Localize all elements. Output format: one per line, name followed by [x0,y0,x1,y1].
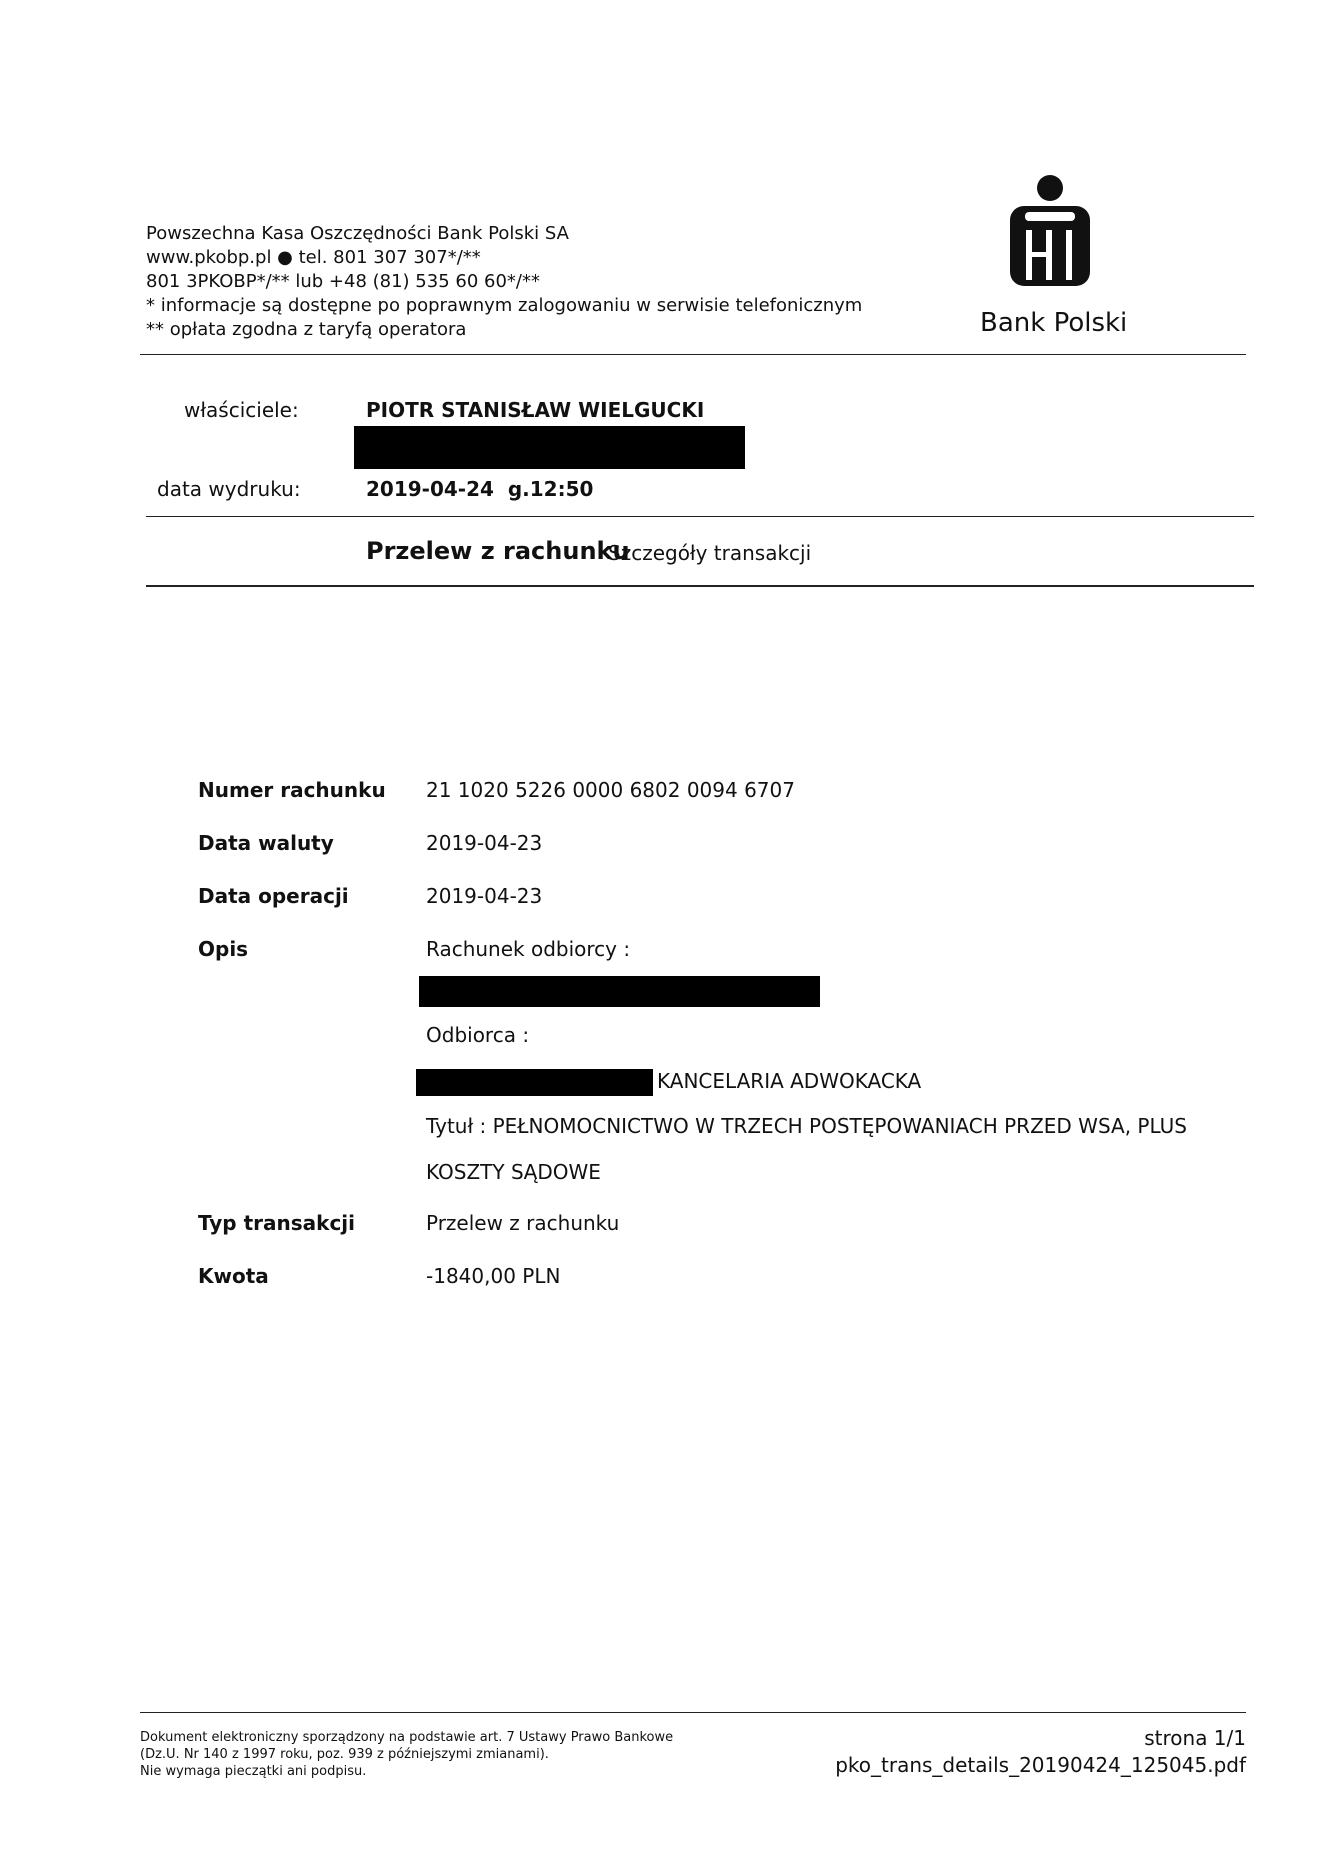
op-date-label: Data operacji [198,884,349,908]
value-date-label: Data waluty [198,831,334,855]
amount-label: Kwota [198,1264,269,1288]
legal-line: Nie wymaga pieczątki ani podpisu. [140,1764,367,1779]
redaction-block [354,426,745,469]
type-label: Typ transakcji [198,1211,356,1235]
amount-value: -1840,00 PLN [426,1264,561,1288]
account-label: Numer rachunku [198,778,386,802]
value-date-value: 2019-04-23 [426,831,543,855]
owner-value: PIOTR STANISŁAW WIELGUCKI [366,398,705,422]
legal-line: (Dz.U. Nr 140 z 1997 roku, poz. 939 z późniejszymi zmianami). [140,1747,549,1762]
redaction-block [416,1069,653,1096]
header-divider [140,354,1246,355]
desc-recipient-name: KANCELARIA ADWOKACKA [657,1069,922,1093]
legal-line: Dokument elektroniczny sporządzony na podstawie art. 7 Ustawy Prawo Bankowe [140,1730,674,1745]
print-date-value: 2019-04-24 g.12:50 [366,477,594,501]
date-divider [146,516,1254,517]
owner-label: właściciele: [184,398,299,422]
type-value: Przelew z rachunku [426,1211,620,1235]
file-name: pko_trans_details_20190424_125045.pdf [835,1753,1246,1777]
bank-phone: 801 3PKOBP*/** lub +48 (81) 535 60 60*/** [146,271,540,292]
bank-contact: www.pkobp.pl ● tel. 801 307 307*/** [146,247,481,268]
footer-legal [140,1729,673,1780]
bank-header [146,222,862,342]
redaction-block [419,976,820,1007]
print-date-label: data wydruku: [157,477,301,501]
footer-divider [140,1712,1246,1713]
section-divider [146,585,1254,587]
bank-info-note: * informacje są dostępne po poprawnym zalogowaniu w serwisie telefonicznym [146,295,863,316]
bank-name: Powszechna Kasa Oszczędności Bank Polski SA [146,223,569,244]
account-value: 21 1020 5226 0000 6802 0094 6707 [426,778,795,802]
bank-fee-note: ** opłata zgodna z taryfą operatora [146,319,467,340]
logo-text: Bank Polski [980,308,1128,338]
desc-title-line1: Tytuł : PEŁNOMOCNICTWO W TRZECH POSTĘPOWANIACH PRZED WSA, PLUS [426,1114,1187,1138]
desc-label: Opis [198,937,249,961]
op-date-value: 2019-04-23 [426,884,543,908]
desc-title-line2: KOSZTY SĄDOWE [426,1160,601,1184]
section-title: Przelew z rachunku [366,537,630,565]
pko-logo [980,172,1130,347]
pko-logo-icon [980,172,1130,292]
page-number: strona 1/1 [1144,1726,1246,1750]
section-subtitle: Szczegóły transakcji [608,541,812,565]
desc-recipient: Odbiorca : [426,1023,530,1047]
desc-recipient-account: Rachunek odbiorcy : [426,937,631,961]
